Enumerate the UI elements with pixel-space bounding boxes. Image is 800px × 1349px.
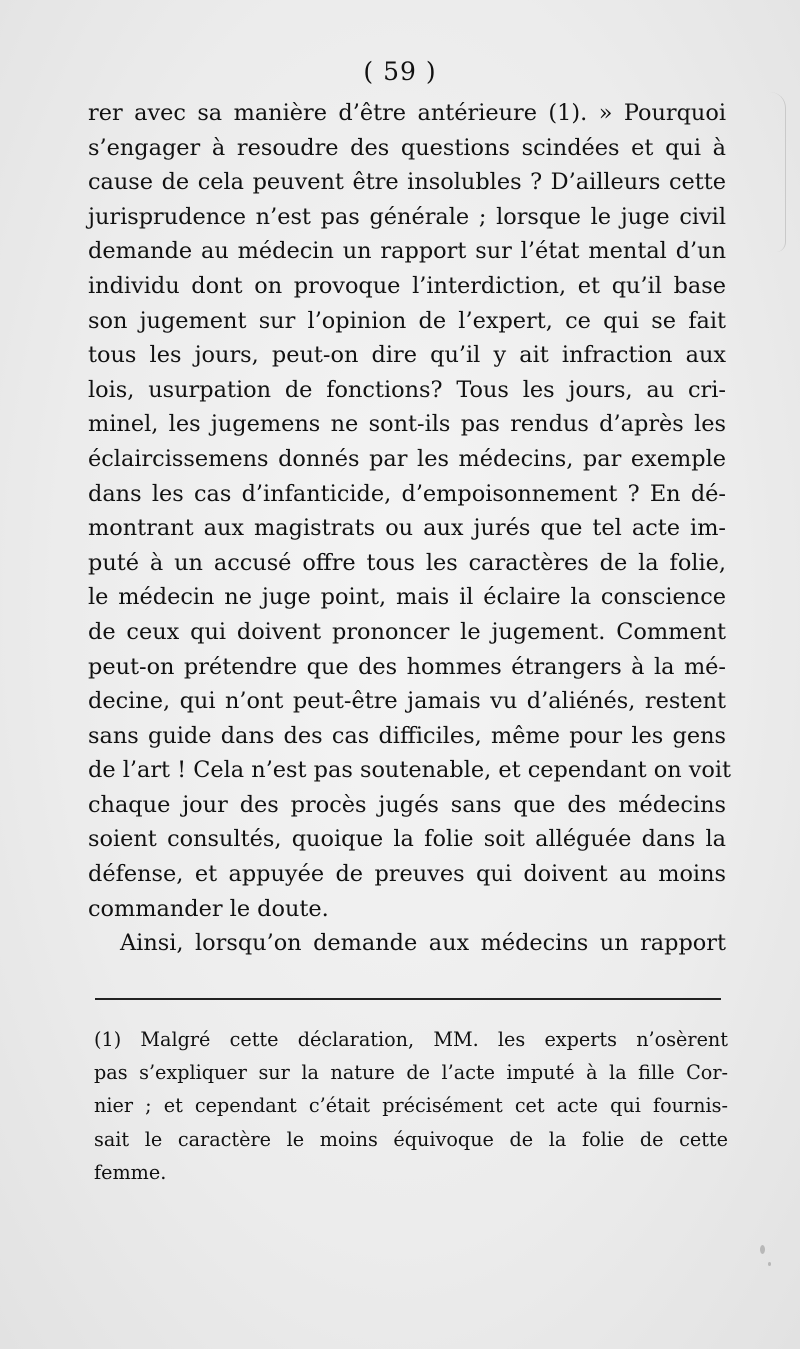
text-line: jurisprudence n’est pas générale ; lorsque le juge civil: [88, 203, 726, 230]
text-line: défense, et appuyée de preuves qui doivent au moins: [88, 861, 726, 888]
ink-speck: [760, 1245, 765, 1254]
text-line: puté à un accusé offre tous les caractères de la folie,: [88, 549, 726, 576]
footnote-rule: [95, 998, 721, 1000]
margin-pencil-mark: [761, 92, 786, 252]
text-line: cause de cela peuvent être insolubles ? D’ailleurs cette: [88, 169, 726, 196]
text-line: le médecin ne juge point, mais il éclaire la conscience: [88, 584, 726, 611]
body-text: [88, 96, 732, 961]
text-line: sans guide dans des cas difficiles, même pour les gens: [88, 722, 726, 749]
text-line: commander le doute.: [88, 895, 329, 922]
footnote-line: femme.: [94, 1160, 167, 1184]
text-line: de ceux qui doivent prononcer le jugement. Comment: [88, 618, 726, 645]
footnote: [94, 1023, 728, 1189]
text-line: son jugement sur l’opinion de l’expert, ce qui se fait: [88, 307, 726, 334]
page-number: ( 59 ): [363, 57, 437, 86]
text-line: peut-on prétendre que des hommes étrangers à la mé-: [88, 653, 726, 680]
ink-speck: [768, 1262, 771, 1266]
text-line: rer avec sa manière d’être antérieure (1). » Pourquoi: [88, 100, 726, 126]
text-line: demande au médecin un rapport sur l’état mental d’un: [88, 238, 726, 265]
text-line: Ainsi, lorsqu’on demande aux médecins un rapport: [120, 930, 726, 957]
text-line: decine, qui n’ont peut-être jamais vu d’aliénés, restent: [88, 688, 726, 715]
text-line: tous les jours, peut-on dire qu’il y ait infraction aux: [88, 342, 726, 369]
text-line: s’engager à resoudre des questions scindées et qui à: [88, 134, 726, 161]
footnote-line: pas s’expliquer sur la nature de l’acte imputé à la fille Cor-: [94, 1061, 728, 1085]
text-line: chaque jour des procès jugés sans que des médecins: [88, 791, 726, 818]
text-line: de l’art ! Cela n’est pas soutenable, et cependant on voit: [88, 757, 732, 784]
text-line: montrant aux magistrats ou aux jurés que tel acte im-: [88, 515, 726, 542]
text-line: dans les cas d’infanticide, d’empoisonnement ? En dé-: [88, 480, 726, 507]
footnote-line: (1) Malgré cette déclaration, MM. les experts n’osèrent: [94, 1028, 728, 1051]
text-line: éclaircissemens donnés par les médecins, par exemple: [88, 445, 726, 472]
text-line: soient consultés, quoique la folie soit alléguée dans la: [88, 826, 726, 853]
footnote-line: sait le caractère le moins équivoque de la folie de cette: [94, 1127, 728, 1151]
footnote-line: nier ; et cependant c’était précisément cet acte qui fournis-: [94, 1094, 728, 1118]
text-line: minel, les jugemens ne sont-ils pas rendus d’après les: [88, 411, 726, 438]
text-line: individu dont on provoque l’interdiction, et qu’il base: [88, 272, 726, 299]
text-line: lois, usurpation de fonctions? Tous les jours, au cri-: [88, 376, 726, 403]
